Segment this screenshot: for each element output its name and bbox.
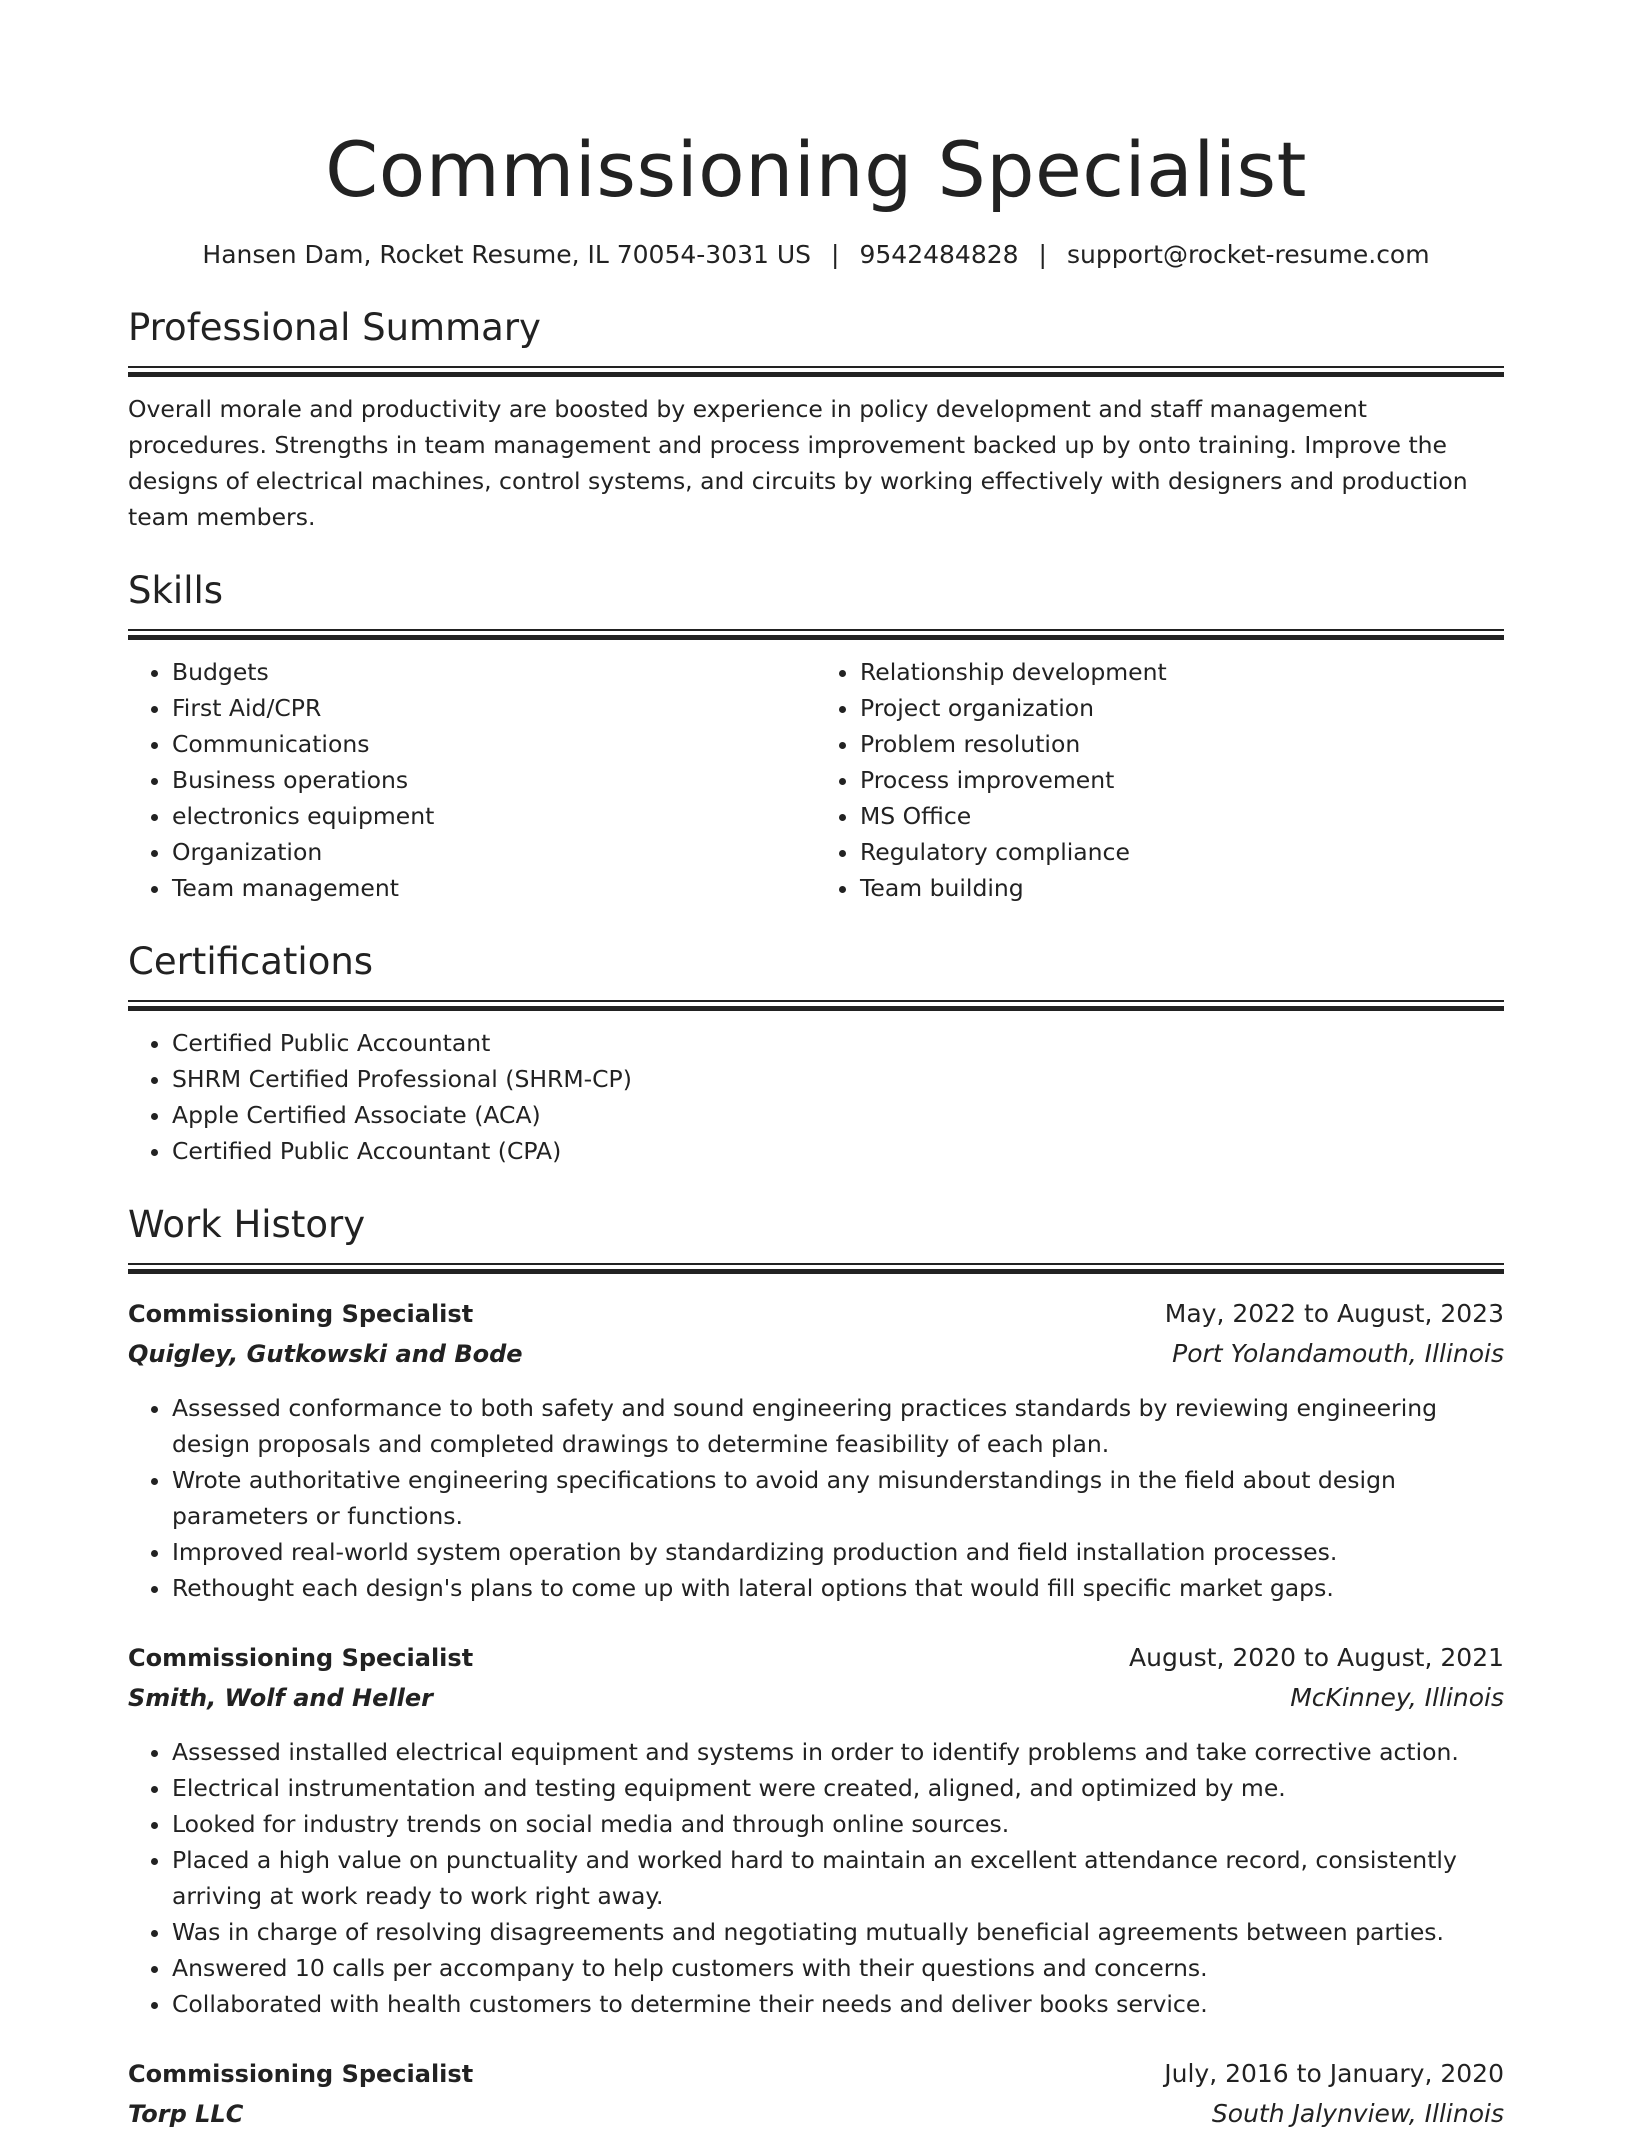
job-header-row — [128, 1638, 1504, 1678]
contact-separator: | — [831, 240, 840, 269]
certifications-section — [128, 938, 1504, 1169]
skill-item: • Business operations — [172, 762, 816, 798]
certification-item: • Certified Public Accountant (CPA) — [172, 1133, 1504, 1169]
job-bullet: • Wrote authoritative engineering specifications to avoid any misunderstandings in the field about design parameters or functions. — [172, 1462, 1504, 1534]
skill-item: • Relationship development — [860, 654, 1504, 690]
job-title: Commissioning Specialist — [128, 1644, 474, 1672]
job-bullet: • Collaborated with health customers to determine their needs and deliver books service. — [172, 1986, 1504, 2022]
certifications-list — [128, 1025, 1504, 1169]
work-history-section — [128, 1201, 1504, 2134]
section-divider — [128, 1263, 1504, 1274]
certification-item: • Certified Public Accountant — [172, 1025, 1504, 1061]
summary-text: Overall morale and productivity are boosted by experience in policy development and staff management procedures. Strengths in team management and process improvement backed up by onto training. Improve the designs of electrical machines, control systems, and circuits by working effectively with designers and production team members. — [128, 395, 1468, 531]
skill-item: • Budgets — [172, 654, 816, 690]
skills-column-left — [128, 654, 816, 906]
summary-heading: Professional Summary — [128, 306, 541, 349]
job-location: McKinney, Illinois — [1290, 1683, 1504, 1712]
job-company: Quigley, Gutkowski and Bode — [128, 1340, 523, 1368]
job-bullet: • Placed a high value on punctuality and worked hard to maintain an excellent attendance record, consistently arriving at work ready to work right away. — [172, 1842, 1504, 1914]
job-bullet: • Answered 10 calls per accompany to help customers with their questions and concerns. — [172, 1950, 1504, 1986]
contact-separator: | — [1038, 240, 1047, 269]
job-bullet: • Looked for industry trends on social media and through online sources. — [172, 1806, 1504, 1842]
skills-column-right — [816, 654, 1504, 906]
work-history-heading: Work History — [128, 1203, 366, 1246]
job-header-row — [128, 1294, 1504, 1334]
job-company: Smith, Wolf and Heller — [128, 1684, 433, 1712]
job-location: Port Yolandamouth, Illinois — [1172, 1339, 1504, 1368]
skill-item: • Organization — [172, 834, 816, 870]
section-divider — [128, 366, 1504, 377]
job-entry — [128, 2054, 1504, 2134]
certifications-heading: Certifications — [128, 940, 374, 983]
job-dates: May, 2022 to August, 2023 — [1164, 1299, 1504, 1328]
job-company-row — [128, 1678, 1504, 1718]
job-dates: August, 2020 to August, 2021 — [1129, 1643, 1504, 1672]
skills-heading: Skills — [128, 569, 224, 612]
skill-item: • Process improvement — [860, 762, 1504, 798]
section-divider — [128, 629, 1504, 640]
skill-item: • electronics equipment — [172, 798, 816, 834]
job-company-row — [128, 2094, 1504, 2134]
skills-list-left — [128, 654, 816, 906]
contact-line — [128, 238, 1504, 272]
job-bullet: • Electrical instrumentation and testing equipment were created, aligned, and optimized by me. — [172, 1770, 1504, 1806]
certification-item: • SHRM Certified Professional (SHRM-CP) — [172, 1061, 1504, 1097]
summary-section — [128, 304, 1504, 535]
skill-item: • MS Office — [860, 798, 1504, 834]
skills-list-right — [816, 654, 1504, 906]
job-dates: July, 2016 to January, 2020 — [1164, 2059, 1504, 2088]
job-entry — [128, 1638, 1504, 2022]
skills-section — [128, 567, 1504, 906]
job-location: South Jalynview, Illinois — [1211, 2099, 1504, 2128]
job-bullets — [128, 1734, 1504, 2022]
job-bullet: • Improved real-world system operation by standardizing production and field installation processes. — [172, 1534, 1504, 1570]
job-bullet: • Rethought each design's plans to come up with lateral options that would fill specific market gaps. — [172, 1570, 1504, 1606]
contact-email: support@rocket-resume.com — [1066, 240, 1430, 269]
skills-grid — [128, 654, 1504, 906]
job-header-row — [128, 2054, 1504, 2094]
job-bullet: • Assessed conformance to both safety and sound engineering practices standards by reviewing engineering design proposals and completed drawings to determine feasibility of each plan. — [172, 1390, 1504, 1462]
resume-title: Commissioning Specialist — [325, 125, 1307, 214]
skill-item: • Team management — [172, 870, 816, 906]
job-bullet: • Assessed installed electrical equipment and systems in order to identify problems and take corrective action. — [172, 1734, 1504, 1770]
job-bullet: • Was in charge of resolving disagreements and negotiating mutually beneficial agreements between parties. — [172, 1914, 1504, 1950]
skill-item: • Team building — [860, 870, 1504, 906]
section-divider — [128, 1000, 1504, 1011]
job-bullets — [128, 1390, 1504, 1606]
skill-item: • Regulatory compliance — [860, 834, 1504, 870]
job-title: Commissioning Specialist — [128, 2060, 474, 2088]
job-company-row — [128, 1334, 1504, 1374]
skill-item: • First Aid/CPR — [172, 690, 816, 726]
contact-phone: 9542484828 — [859, 240, 1019, 269]
skill-item: • Project organization — [860, 690, 1504, 726]
job-entry — [128, 1294, 1504, 1606]
skill-item: • Communications — [172, 726, 816, 762]
skill-item: • Problem resolution — [860, 726, 1504, 762]
certification-item: • Apple Certified Associate (ACA) — [172, 1097, 1504, 1133]
job-company: Torp LLC — [128, 2100, 244, 2128]
job-title: Commissioning Specialist — [128, 1300, 474, 1328]
contact-address: Hansen Dam, Rocket Resume, IL 70054-3031 US — [202, 240, 812, 269]
